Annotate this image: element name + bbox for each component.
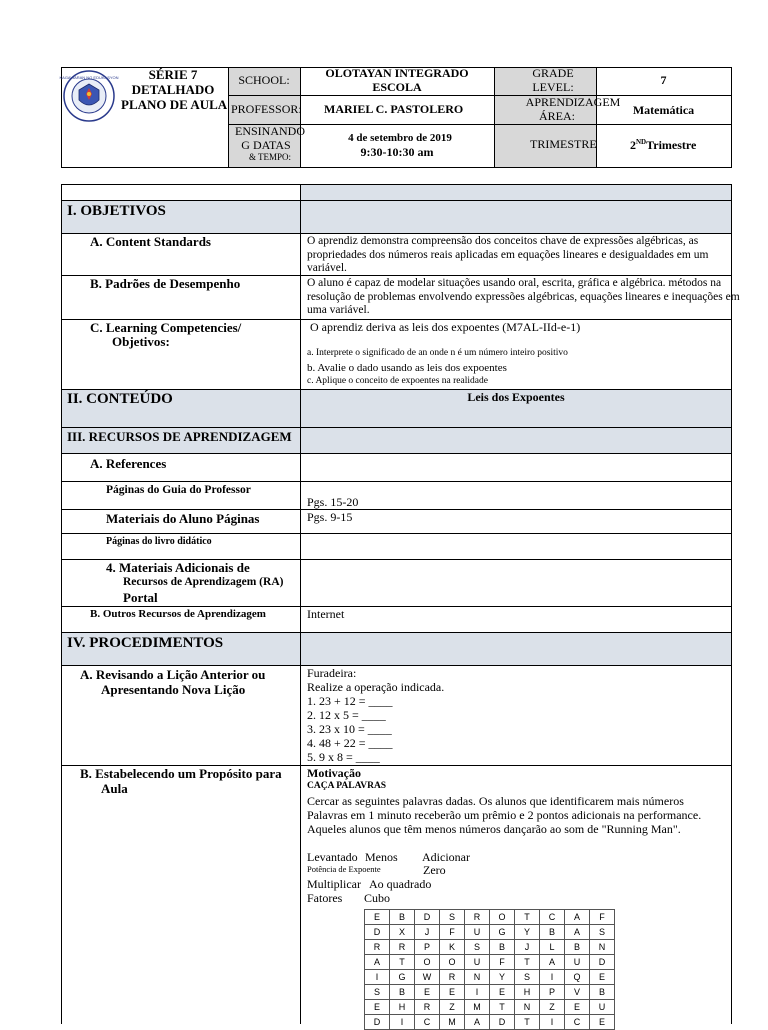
grid-cell[interactable]: R — [365, 940, 390, 955]
grid-cell[interactable]: Z — [540, 1000, 565, 1015]
grid-cell[interactable]: W — [415, 970, 440, 985]
grid-cell[interactable]: D — [590, 955, 615, 970]
grid-cell[interactable]: D — [365, 1015, 390, 1030]
performance-standards-text: O aluno é capaz de modelar situações usando oral, escrita, gráfica e algébrica. métodos na resolução de problemas envolvendo expressões algébricas, equações lineares e inequações em uma variável. — [307, 277, 740, 316]
grid-cell[interactable]: B — [540, 925, 565, 940]
grid-cell[interactable]: P — [540, 985, 565, 1000]
guia-value: Pgs. 15-20 — [307, 495, 359, 509]
word-levantado: Levantado — [307, 850, 358, 864]
grid-cell[interactable]: J — [415, 925, 440, 940]
instructions-line-1: Cercar as seguintes palavras dadas. Os alunos que identificarem mais números — [307, 794, 684, 808]
procedure-b-label-line-2: Aula — [101, 781, 128, 796]
grid-cell[interactable]: X — [390, 925, 415, 940]
procedimentos-heading: IV. PROCEDIMENTOS — [67, 635, 224, 651]
competencies-label-line-2: Objetivos: — [112, 334, 170, 349]
grid-row — [365, 985, 615, 1000]
grid-cell[interactable]: E — [590, 970, 615, 985]
grid-cell[interactable]: C — [540, 910, 565, 925]
procedure-a-label-line-1: A. Revisando a Lição Anterior ou — [80, 667, 266, 682]
adicionais-line-3: Portal — [123, 590, 158, 605]
svg-text:KAGAWARAN NG EDUKASYON: KAGAWARAN NG EDUKASYON — [59, 75, 119, 80]
grid-cell[interactable]: N — [590, 940, 615, 955]
grid-cell[interactable]: K — [440, 940, 465, 955]
word-menos: Menos — [365, 850, 398, 864]
grid-cell[interactable]: I — [540, 970, 565, 985]
grid-cell[interactable]: S — [465, 940, 490, 955]
competencies-main: O aprendiz deriva as leis dos expoentes (M7AL-IId-e-1) — [310, 320, 581, 334]
grid-cell[interactable]: A — [565, 910, 590, 925]
dates-value-line-2: 9:30-10:30 am — [360, 145, 434, 159]
title-line-1: SÉRIE 7 — [148, 67, 198, 82]
grid-cell[interactable]: T — [515, 910, 540, 925]
drill-item: 3. 23 x 10 = ____ — [307, 722, 392, 736]
competencies-b: b. Avalie o dado usando as leis dos expoentes — [307, 362, 507, 374]
deped-seal-logo — [59, 70, 119, 122]
area-label-line-2: ÁREA: — [539, 109, 575, 123]
grid-cell[interactable]: J — [515, 940, 540, 955]
caca-palavras-title: CAÇA PALAVRAS — [307, 781, 387, 791]
grid-cell[interactable]: O — [415, 955, 440, 970]
drill-text: Furadeira: — [307, 666, 357, 680]
grid-row — [365, 910, 615, 925]
grid-cell[interactable]: F — [590, 910, 615, 925]
professor-value: MARIEL C. PASTOLERO — [324, 102, 464, 116]
grid-cell[interactable]: T — [515, 955, 540, 970]
grid-cell[interactable]: E — [365, 910, 390, 925]
grid-cell[interactable]: T — [390, 955, 415, 970]
grid-cell[interactable]: A — [465, 1015, 490, 1030]
performance-standards-label: B. Padrões de Desempenho — [90, 276, 241, 291]
drill-item: 1. 23 + 12 = ____ — [307, 694, 393, 708]
grid-cell[interactable]: I — [365, 970, 390, 985]
grid-cell[interactable]: A — [565, 925, 590, 940]
word-adicionar: Adicionar — [422, 850, 470, 864]
adicionais-line-2: Recursos de Aprendizagem (RA) — [123, 576, 284, 588]
drill-item: 2. 12 x 5 = ____ — [307, 708, 386, 722]
grid-cell[interactable]: M — [440, 1015, 465, 1030]
grid-cell[interactable]: O — [490, 910, 515, 925]
grid-cell[interactable]: F — [490, 955, 515, 970]
word-search-grid — [364, 909, 615, 1030]
grid-cell[interactable]: E — [440, 985, 465, 1000]
grid-cell[interactable]: B — [390, 910, 415, 925]
school-value-line-2: ESCOLA — [372, 80, 422, 94]
drill-item: 4. 48 + 22 = ____ — [307, 736, 393, 750]
dates-value-line-1: 4 de setembro de 2019 — [348, 132, 452, 144]
dates-label-line-2: G DATAS — [241, 138, 291, 152]
school-label: SCHOOL: — [238, 73, 290, 87]
aluno-label: Materiais do Aluno Páginas — [106, 511, 260, 526]
competencies-label-line-1: C. Learning Competencies/ — [90, 320, 242, 335]
title-line-3: PLANO DE AULA — [121, 97, 228, 112]
grid-row — [365, 940, 615, 955]
grid-cell[interactable]: N — [465, 970, 490, 985]
instructions-line-3: Aqueles alunos que têm menos números dançarão ao som de "Running Man". — [307, 822, 681, 836]
outros-value: Internet — [307, 607, 345, 621]
grid-cell[interactable]: S — [440, 910, 465, 925]
grid-cell[interactable]: F — [440, 925, 465, 940]
grid-cell[interactable]: A — [365, 955, 390, 970]
grid-cell[interactable]: U — [465, 955, 490, 970]
procedure-a-label-line-2: Apresentando Nova Lição — [101, 682, 246, 697]
procedure-b-label-line-1: B. Estabelecendo um Propósito para — [80, 766, 282, 781]
grid-cell[interactable]: N — [515, 1000, 540, 1015]
grid-cell[interactable]: E — [415, 985, 440, 1000]
trimestre-value: 2NDTrimestre — [630, 138, 697, 152]
grid-cell[interactable]: O — [440, 955, 465, 970]
competencies-c: c. Aplique o conceito de expoentes na realidade — [307, 376, 488, 386]
content-standards-label: A. Content Standards — [90, 234, 211, 249]
livro-label: Páginas do livro didático — [106, 536, 212, 547]
grid-cell[interactable]: B — [565, 940, 590, 955]
grid-row — [365, 970, 615, 985]
grid-cell[interactable]: H — [390, 1000, 415, 1015]
content-standards-text: O aprendiz demonstra compreensão dos conceitos chave de expressões algébricas, as propriedades dos números reais aplicadas em equações lineares e desigualdades em um variável. — [307, 235, 709, 274]
aluno-value: Pgs. 9-15 — [307, 510, 353, 524]
trimestre-label: TRIMESTRE — [530, 137, 597, 151]
grid-cell[interactable]: E — [590, 1015, 615, 1030]
grid-cell[interactable]: C — [565, 1015, 590, 1030]
grid-cell[interactable]: E — [365, 1000, 390, 1015]
grid-cell[interactable]: Y — [515, 925, 540, 940]
grid-cell[interactable]: Y — [490, 970, 515, 985]
grid-cell[interactable]: I — [390, 1015, 415, 1030]
grid-cell[interactable]: D — [365, 925, 390, 940]
grid-cell[interactable]: E — [565, 1000, 590, 1015]
conteudo-heading: II. CONTEÚDO — [67, 391, 173, 407]
grid-cell[interactable]: Z — [440, 1000, 465, 1015]
grid-cell[interactable]: C — [415, 1015, 440, 1030]
area-label-line-1: APRENDIZAGEM — [525, 95, 621, 109]
grade-label-line-1: GRADE — [532, 66, 574, 80]
grid-cell[interactable]: S — [590, 925, 615, 940]
word-fatores: Fatores — [307, 891, 343, 905]
guia-label: Páginas do Guia do Professor — [106, 484, 251, 496]
grid-cell[interactable]: T — [515, 1015, 540, 1030]
grid-cell[interactable]: E — [490, 985, 515, 1000]
grid-cell[interactable]: S — [515, 970, 540, 985]
references-label: A. References — [90, 456, 167, 471]
grid-cell[interactable]: B — [590, 985, 615, 1000]
grade-value: 7 — [660, 73, 667, 87]
word-multiplicar: Multiplicar — [307, 877, 361, 891]
grid-cell[interactable]: A — [540, 955, 565, 970]
grid-cell[interactable]: U — [565, 955, 590, 970]
grid-cell[interactable]: R — [465, 910, 490, 925]
dates-label-line-1: ENSINANDO — [235, 124, 305, 138]
grid-cell[interactable]: V — [565, 985, 590, 1000]
title-line-2: DETALHADO — [131, 82, 215, 97]
grid-row — [365, 1015, 615, 1030]
recursos-heading: III. RECURSOS DE APRENDIZAGEM — [67, 429, 292, 444]
grid-cell[interactable]: R — [440, 970, 465, 985]
grid-cell[interactable]: I — [465, 985, 490, 1000]
competencies-a: a. Interprete o significado de an onde n é um número inteiro positivo — [307, 348, 568, 358]
instructions-line-2: Palavras em 1 minuto receberão um prêmio e 2 pontos adicionais na performance. — [307, 808, 702, 822]
adicionais-line-1: 4. Materiais Adicionais de — [106, 560, 250, 575]
grid-cell[interactable]: R — [415, 1000, 440, 1015]
grid-cell[interactable]: G — [490, 925, 515, 940]
grid-cell[interactable]: B — [390, 985, 415, 1000]
outros-label: B. Outros Recursos de Aprendizagem — [90, 608, 266, 620]
grid-cell[interactable]: D — [415, 910, 440, 925]
word-zero: Zero — [423, 863, 446, 877]
word-potencia: Potência de Expoente — [307, 864, 381, 874]
drill-item: 5. 9 x 8 = ____ — [307, 750, 380, 764]
grid-cell[interactable]: L — [540, 940, 565, 955]
motivacao-label: Motivação — [307, 766, 361, 780]
area-value: Matemática — [632, 103, 695, 117]
grid-cell[interactable]: D — [490, 1015, 515, 1030]
grid-cell[interactable]: T — [490, 1000, 515, 1015]
grid-cell[interactable]: S — [365, 985, 390, 1000]
grid-row — [365, 1000, 615, 1015]
grid-cell[interactable]: B — [490, 940, 515, 955]
grid-cell[interactable]: Q — [565, 970, 590, 985]
grade-label-line-2: LEVEL: — [532, 80, 574, 94]
grid-cell[interactable]: M — [465, 1000, 490, 1015]
grid-cell[interactable]: P — [415, 940, 440, 955]
dates-label-line-3: & TEMPO: — [248, 152, 292, 162]
objetivos-heading: I. OBJETIVOS — [67, 203, 166, 219]
grid-cell[interactable]: U — [465, 925, 490, 940]
grid-row — [365, 955, 615, 970]
grid-cell[interactable]: U — [590, 1000, 615, 1015]
grid-row — [365, 925, 615, 940]
grid-cell[interactable]: I — [540, 1015, 565, 1030]
grid-cell[interactable]: H — [515, 985, 540, 1000]
word-ao-quadrado: Ao quadrado — [369, 877, 432, 891]
grid-cell[interactable]: R — [390, 940, 415, 955]
grid-cell[interactable]: G — [390, 970, 415, 985]
conteudo-value: Leis dos Expoentes — [467, 390, 565, 404]
drill-text: Realize a operação indicada. — [307, 680, 445, 694]
professor-label: PROFESSOR: — [231, 102, 302, 116]
word-cubo: Cubo — [364, 891, 391, 905]
school-value-line-1: OLOTAYAN INTEGRADO — [325, 66, 469, 80]
